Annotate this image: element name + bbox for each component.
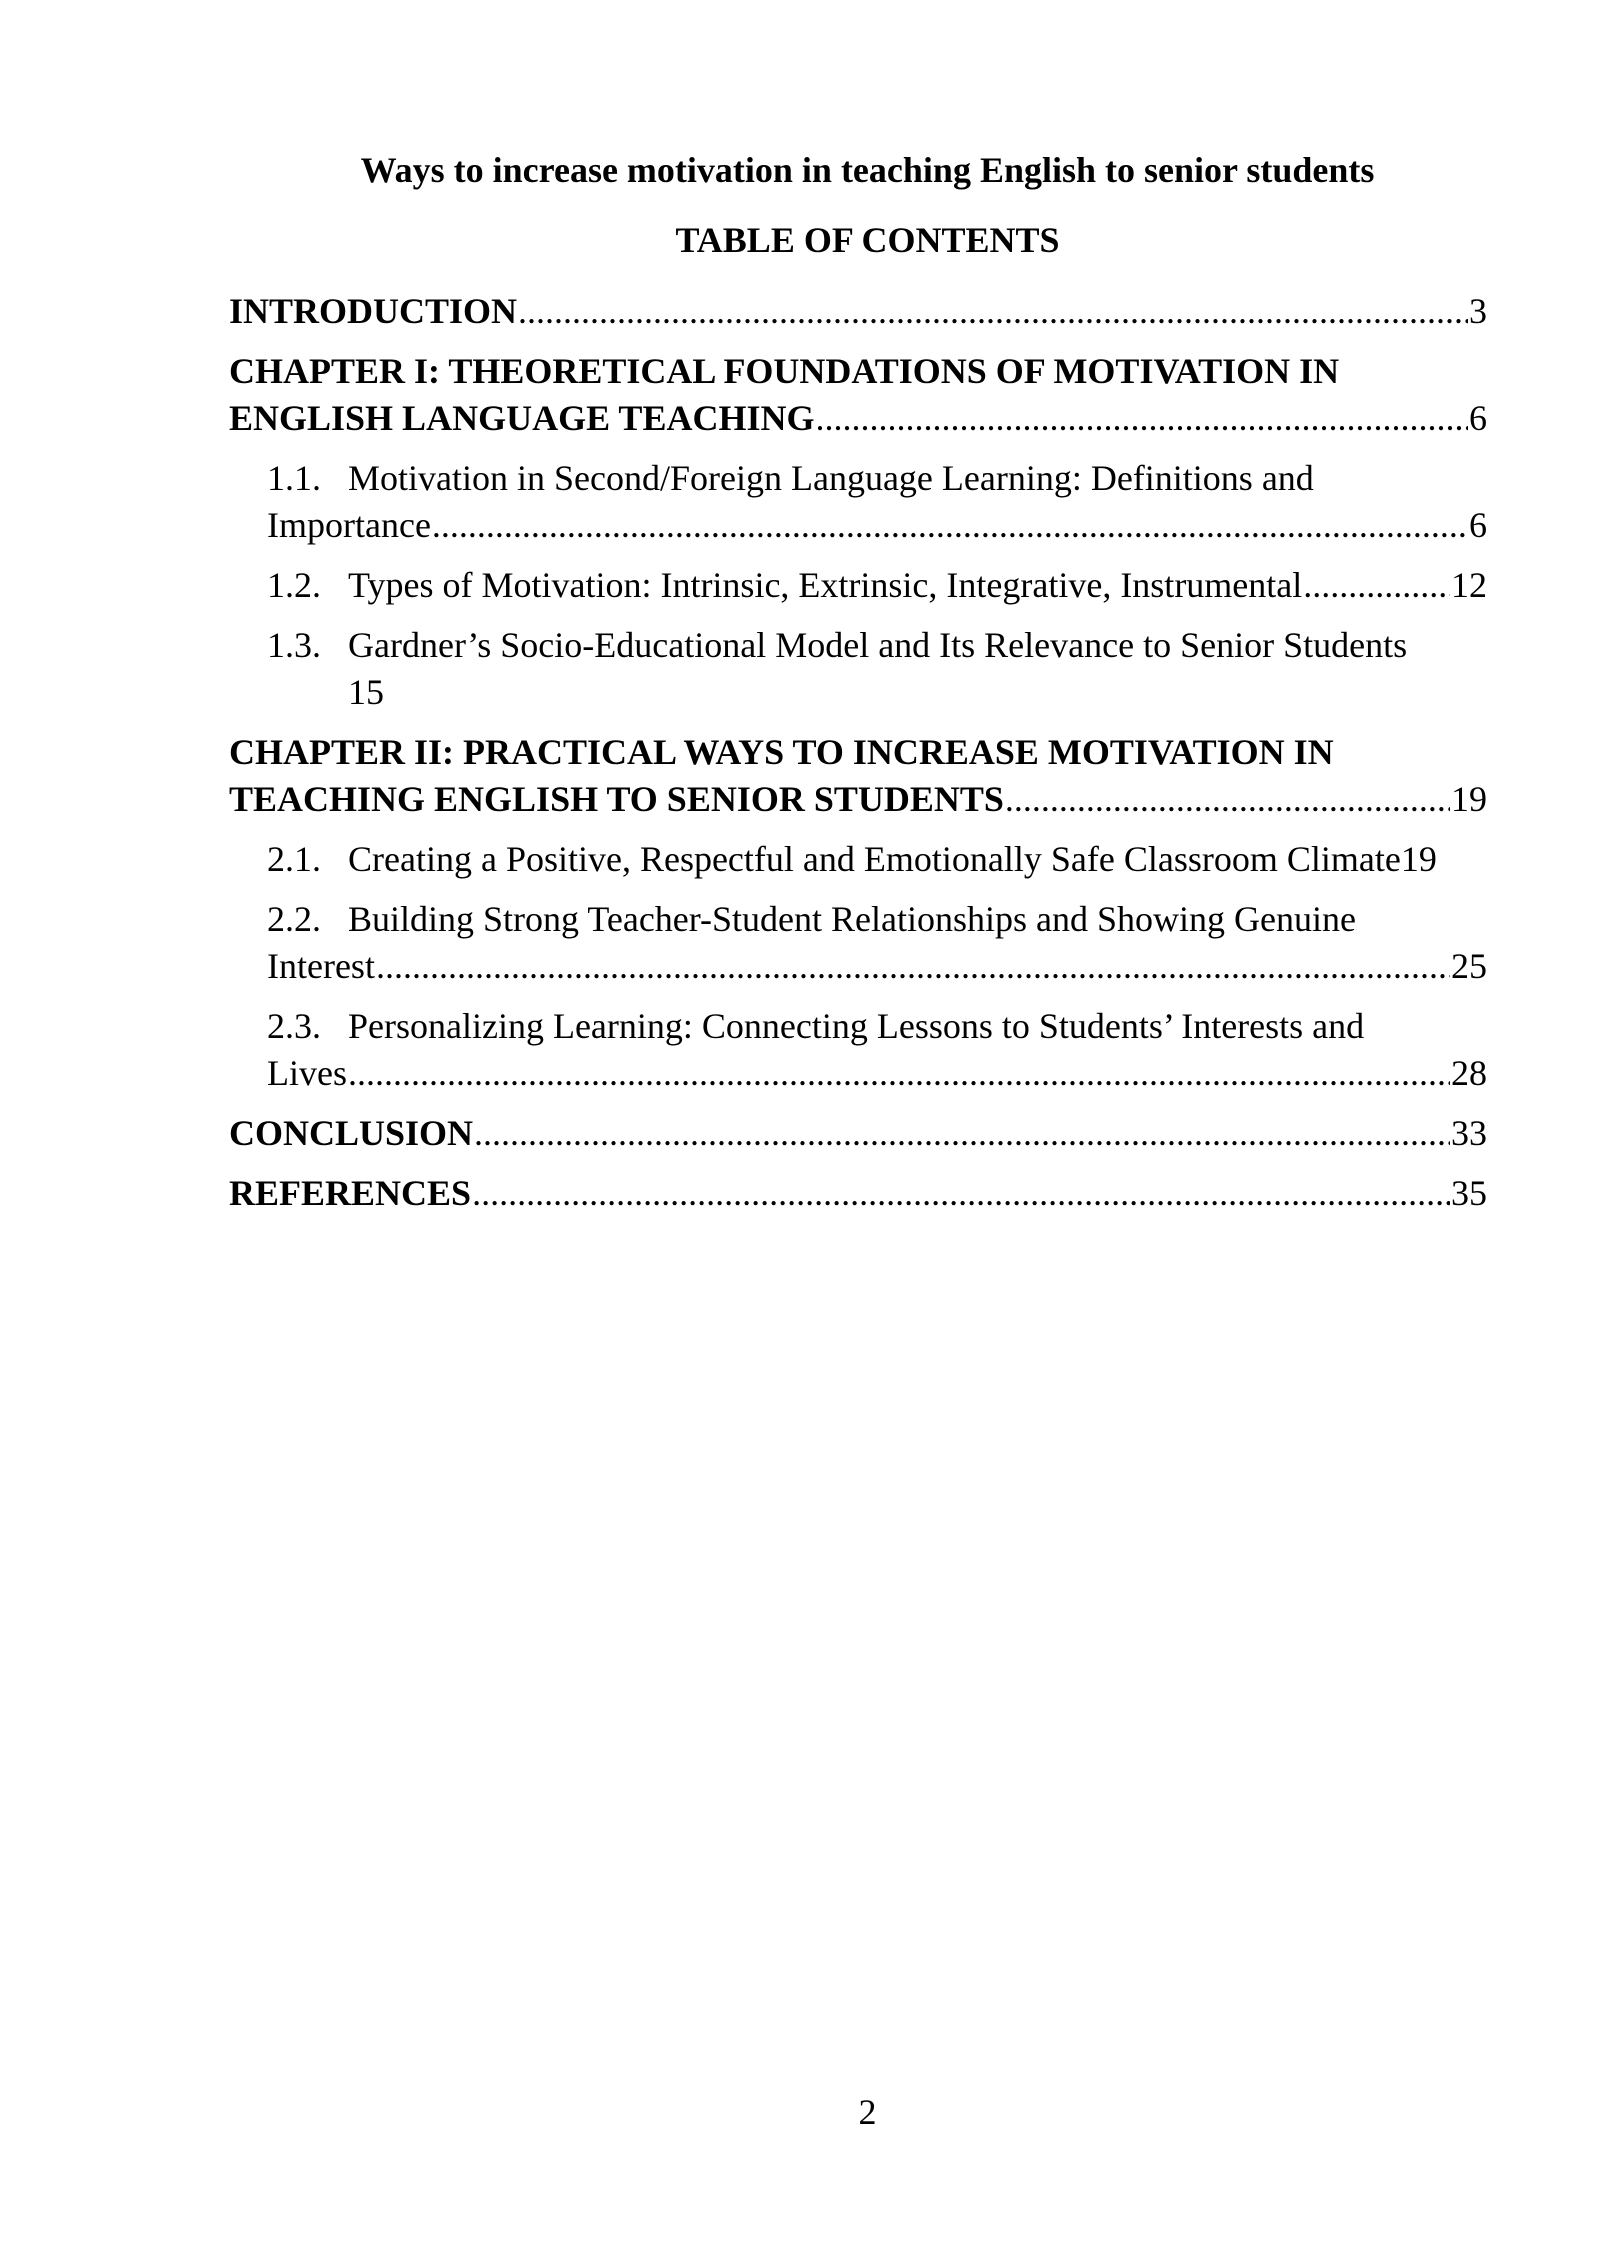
toc-entry-2-2[interactable] [229, 896, 1487, 990]
dot-leader [376, 943, 1450, 990]
toc-page-number: 6 [1469, 398, 1487, 438]
toc-page-number: 19 [1400, 839, 1437, 879]
dot-leader [474, 1110, 1450, 1157]
toc-entry-references[interactable] [229, 1170, 1487, 1217]
toc-entry-title-cont: Interest [267, 946, 375, 986]
toc-entry-introduction[interactable] [229, 288, 1487, 335]
toc-page-number: 6 [1469, 505, 1487, 545]
toc-page-number: 15 [348, 672, 384, 712]
toc-entry-chapter-1[interactable] [229, 348, 1487, 442]
toc-entry-title: Creating a Positive, Respectful and Emotionally Safe Classroom Climate [348, 839, 1401, 879]
toc-entry-title-cont: Importance [267, 505, 431, 545]
toc-page-number: 3 [1469, 291, 1487, 331]
toc-entry-chapter-2[interactable] [229, 729, 1487, 823]
document-title: Ways to increase motivation in teaching English to senior students [360, 150, 1375, 190]
dot-leader [1303, 562, 1450, 609]
toc-entry-2-1[interactable] [229, 836, 1487, 883]
toc-page-number: 25 [1451, 946, 1487, 986]
toc-entry-1-3[interactable] [229, 622, 1487, 716]
dot-leader [348, 1050, 1450, 1097]
toc-page-number: 28 [1451, 1053, 1487, 1093]
toc-page-number: 35 [1451, 1173, 1487, 1213]
toc-entry-title-cont: ENGLISH LANGUAGE TEACHING [229, 398, 815, 438]
section-number: 1.3. [267, 625, 321, 665]
section-number: 2.1. [267, 839, 321, 879]
toc-page-number: 12 [1451, 565, 1487, 605]
toc-entry-title-cont: Lives [267, 1053, 347, 1093]
dot-leader [518, 288, 1468, 335]
toc-entry-1-2[interactable] [229, 562, 1487, 609]
toc-entry-2-3[interactable] [229, 1003, 1487, 1097]
dot-leader [815, 395, 1468, 442]
section-number: 2.2. [267, 899, 321, 939]
toc-entry-title: CHAPTER I: THEORETICAL FOUNDATIONS OF MOTIVATION IN [229, 351, 1340, 391]
toc-page-number: 33 [1451, 1113, 1487, 1153]
toc-entry-title: CONCLUSION [229, 1113, 474, 1153]
section-number: 2.3. [267, 1006, 321, 1046]
toc-entry-title: Building Strong Teacher-Student Relationships and Showing Genuine [348, 899, 1356, 939]
toc-entry-title: Personalizing Learning: Connecting Lessons to Students’ Interests and [348, 1006, 1365, 1046]
dot-leader [472, 1170, 1450, 1217]
toc-page-number: 19 [1451, 779, 1487, 819]
toc-entry-1-1[interactable] [229, 455, 1487, 549]
toc-entry-title: Gardner’s Socio-Educational Model and Its Relevance to Senior Students [348, 625, 1408, 665]
page-number: 2 [858, 2092, 877, 2132]
toc-entry-title-cont: TEACHING ENGLISH TO SENIOR STUDENTS [229, 779, 1004, 819]
toc-entry-title: Motivation in Second/Foreign Language Learning: Definitions and [348, 458, 1314, 498]
table-of-contents [229, 288, 1487, 1230]
section-number: 1.2. [267, 565, 321, 605]
toc-entry-title: Types of Motivation: Intrinsic, Extrinsic, Integrative, Instrumental [348, 565, 1303, 605]
dot-leader [1005, 776, 1450, 823]
dot-leader [432, 502, 1468, 549]
section-number: 1.1. [267, 458, 321, 498]
toc-heading: TABLE OF CONTENTS [675, 220, 1060, 260]
toc-entry-title: CHAPTER II: PRACTICAL WAYS TO INCREASE MOTIVATION IN [229, 732, 1334, 772]
toc-entry-title: INTRODUCTION [229, 291, 518, 331]
toc-entry-title: REFERENCES [229, 1173, 472, 1213]
toc-entry-conclusion[interactable] [229, 1110, 1487, 1157]
